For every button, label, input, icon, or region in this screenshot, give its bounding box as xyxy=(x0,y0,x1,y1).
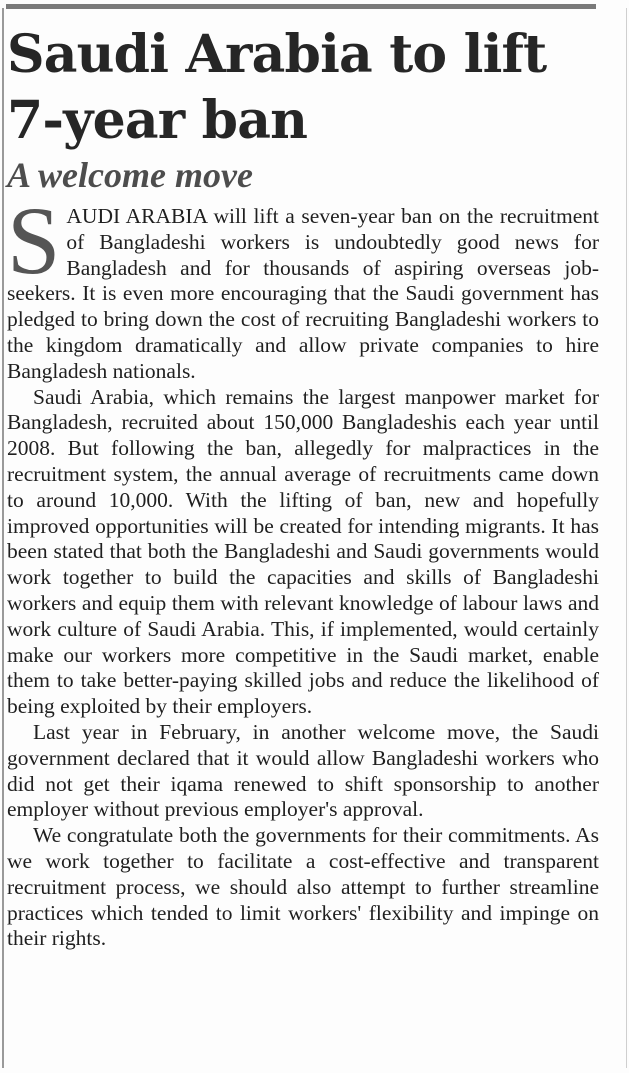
paragraph-2: Saudi Arabia, which remains the largest manpower market for Bangladesh, recruited about 150,000 Bangladeshis each year until 2008. But following the ban, allegedly for malpractices in the recruitment system, the annual average of recruitments came down to around 10,000. With the lifting of ban, new and hopefully improved opportunities will be created for intending migrants. It has been stated that both the Bangladeshi and Saudi governments would work together to build the capacities and skills of Bangladeshi workers and equip them with relevant knowledge of labour laws and work culture of Saudi Arabia. This, if implemented, would certainly make our workers more competitive in the Saudi market, enable them to take better-paying skilled jobs and reduce the likelihood of being exploited by their employers. xyxy=(7,384,599,719)
paragraph-1-text: AUDI ARABIA will lift a seven-year ban on the recruitment of Bangladeshi workers is undoubtedly good news for Bangladesh and for thousands of aspiring overseas job-seekers. It is even more encouraging that the Saudi government has pledged to bring down the cost of recruiting Bangladeshi workers to the kingdom dramatically and allow private companies to hire Bangladesh nationals. xyxy=(7,204,599,383)
top-border-rule xyxy=(6,4,596,9)
headline: Saudi Arabia to lift 7-year ban xyxy=(7,24,547,151)
paragraph-3: Last year in February, in another welcome move, the Saudi government declared that it would allow Bangladeshi workers who did not get their iqama renewed to shift sponsorship to another employer without previous employer's approval. xyxy=(7,719,599,822)
left-border-rule xyxy=(2,8,4,1068)
right-border-rule xyxy=(626,8,627,1068)
article-body xyxy=(7,187,599,952)
subhead: A welcome move xyxy=(7,155,253,195)
paragraph-4: We congratulate both the governments for their commitments. As we work together to facilitate a cost-effective and transparent recruitment process, we should also attempt to further streamline practices which tended to limit workers' flexibility and impinge on their rights. xyxy=(7,823,599,951)
paragraph-1 xyxy=(7,187,599,385)
editorial-article xyxy=(7,22,599,952)
drop-cap: S xyxy=(7,187,61,294)
